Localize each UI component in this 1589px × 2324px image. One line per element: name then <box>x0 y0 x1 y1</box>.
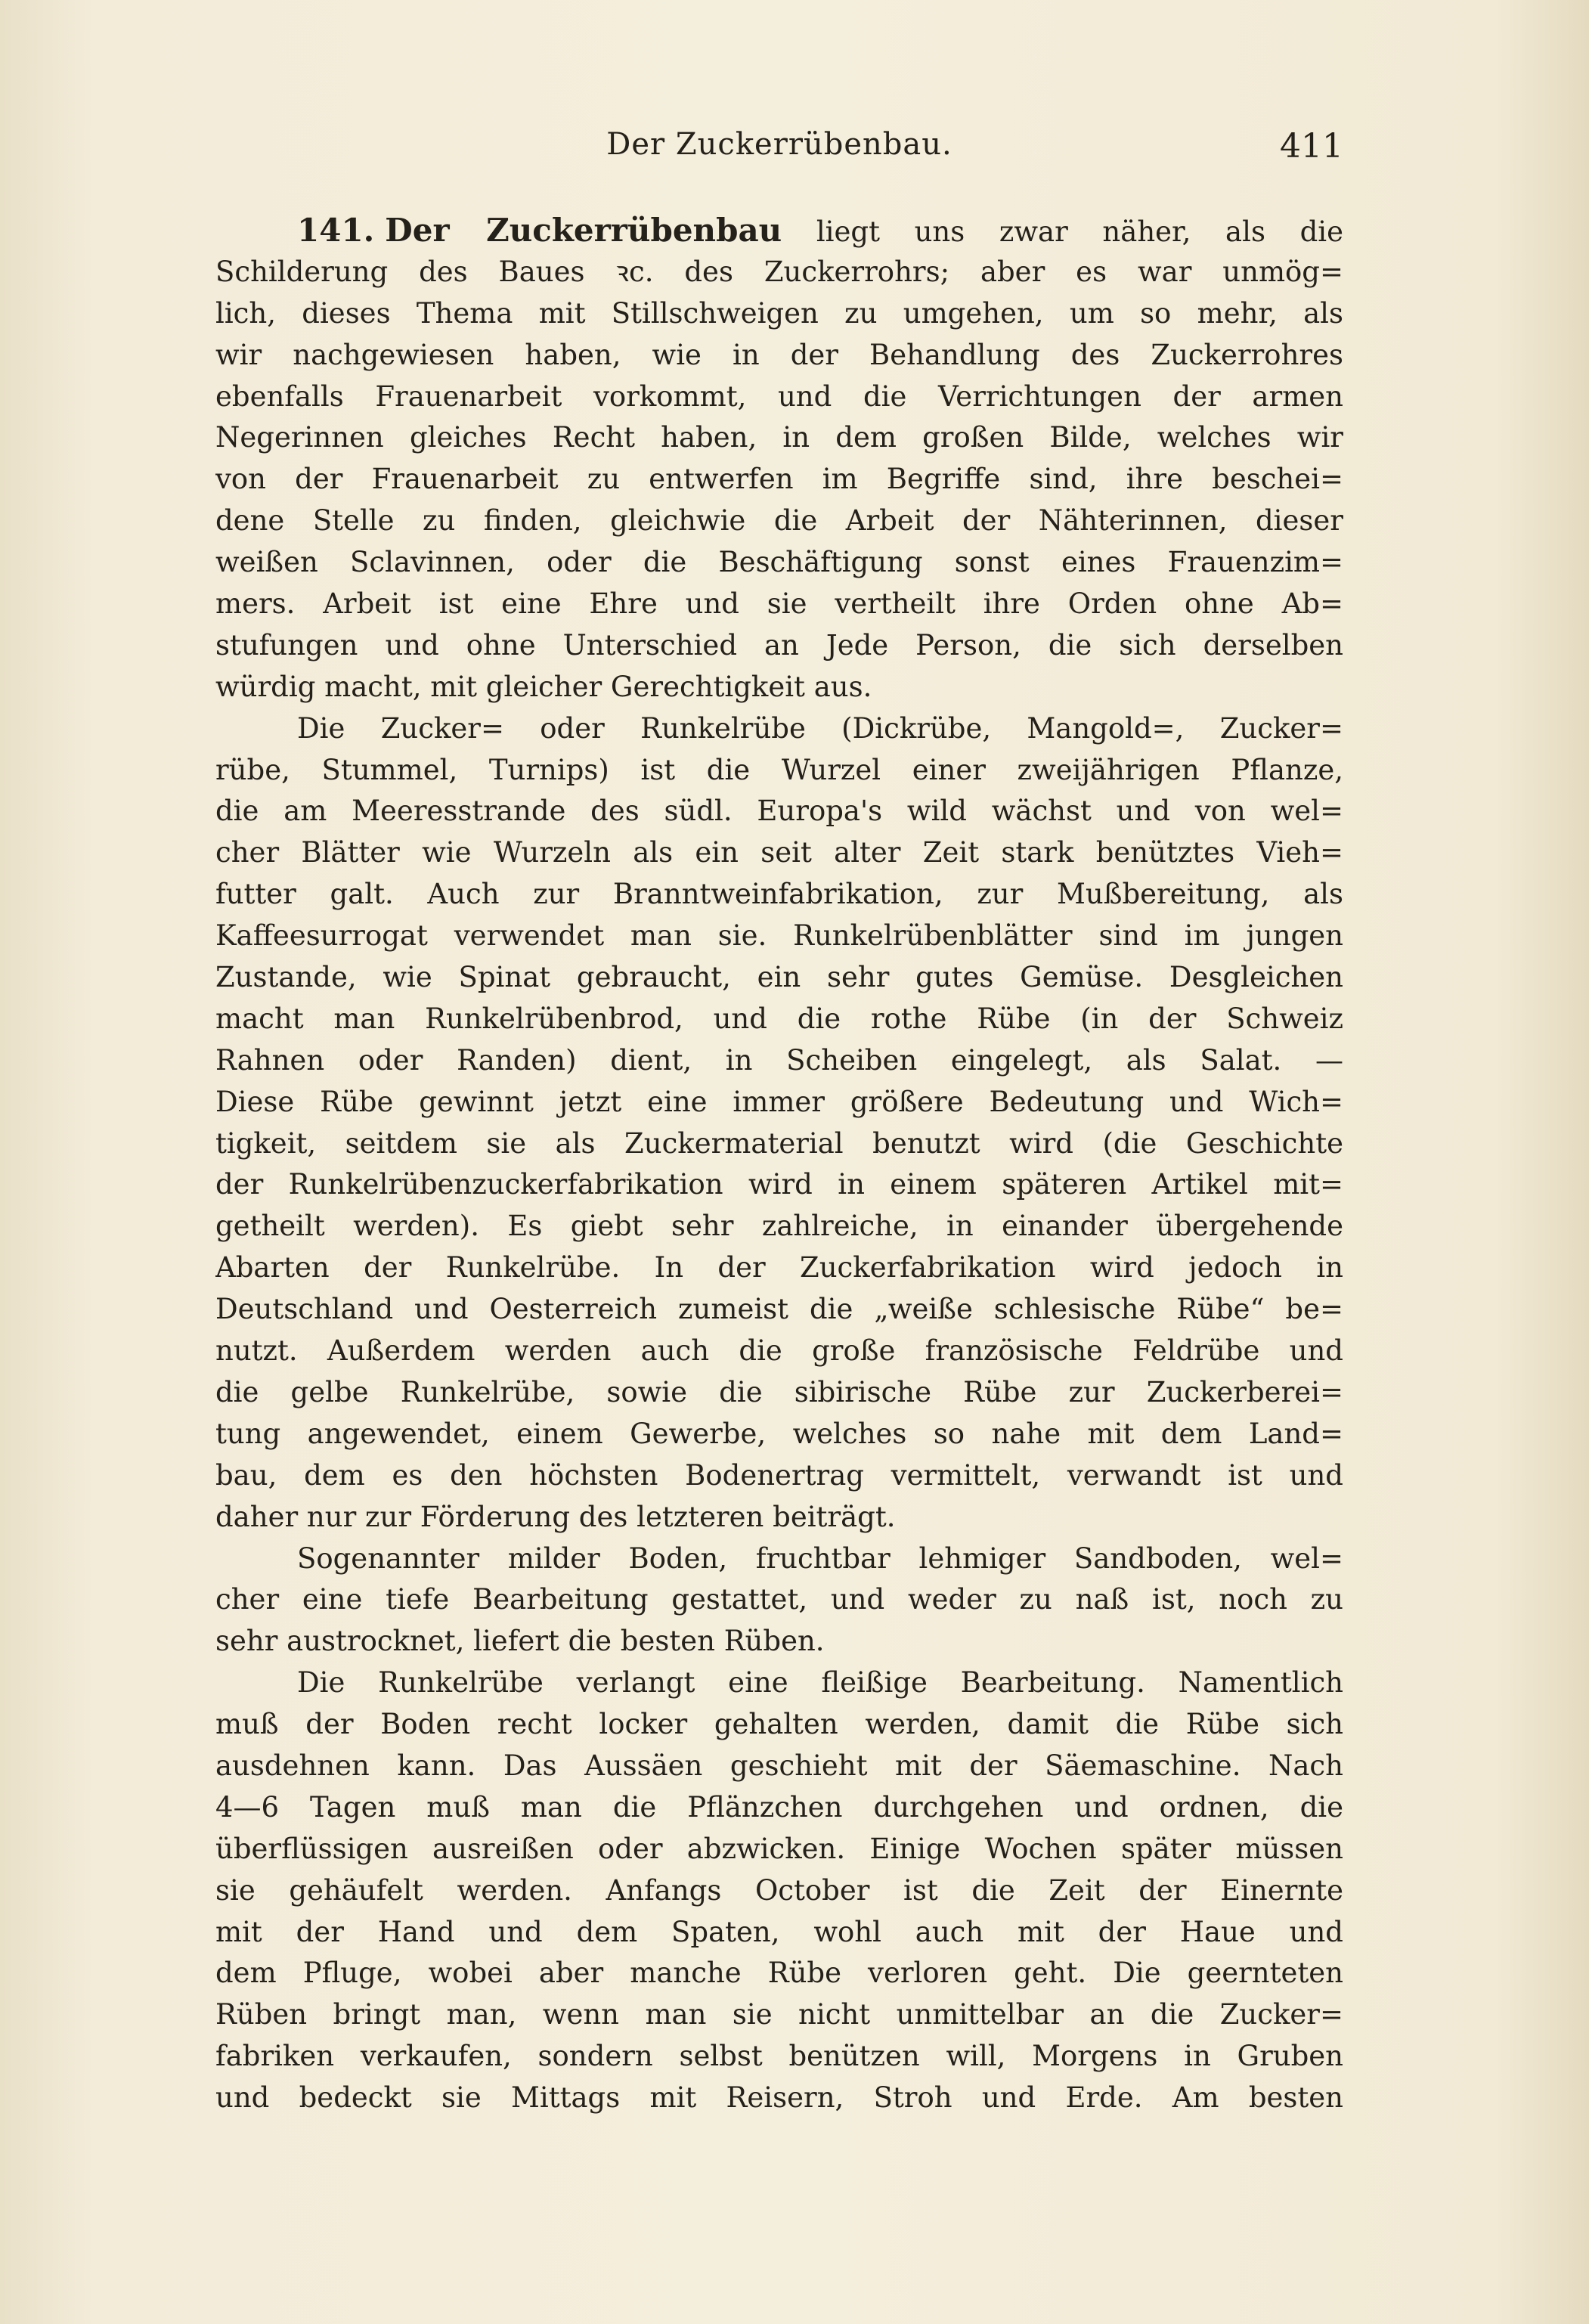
text-line: die gelbe Runkelrübe, sowie die sibirische Rübe zur Zuckerberei= <box>215 1375 1343 1408</box>
text-line: mers. Arbeit ist eine Ehre und sie vertheilt ihre Orden ohne Ab= <box>215 587 1343 621</box>
text-line: Sogenannter milder Boden, fruchtbar lehmiger Sandboden, wel= <box>297 1542 1343 1575</box>
page-header <box>215 127 1343 172</box>
text-line-content: liegt uns zwar näher, als die <box>816 215 1343 248</box>
text-line: daher nur zur Förderung des letzteren beiträgt. <box>215 1500 896 1533</box>
text-line: ausdehnen kann. Das Aussäen geschieht mit der Säemaschine. Nach <box>215 1749 1343 1782</box>
text-line: 4—6 Tagen muß man die Pflänzchen durchgehen und ordnen, die <box>215 1790 1343 1824</box>
section-number: 141. <box>297 212 375 249</box>
text-line: tung angewendet, einem Gewerbe, welches so nahe mit dem Land= <box>215 1417 1343 1450</box>
body-text <box>215 210 1343 2119</box>
text-line: Zustande, wie Spinat gebraucht, ein sehr gutes Gemüse. Desgleichen <box>215 961 1343 994</box>
text-line: rübe, Stummel, Turnips) ist die Wurzel einer zweijährigen Pflanze, <box>215 753 1343 786</box>
running-head: Der Zuckerrübenbau. <box>606 127 952 162</box>
text-line: die am Meeresstrande des südl. Europa's wild wächst und von wel= <box>215 795 1343 828</box>
text-line: futter galt. Auch zur Branntweinfabrikation, zur Mußbereitung, als <box>215 878 1343 911</box>
text-line: getheilt werden). Es giebt sehr zahlreiche, in einander übergehende <box>215 1210 1343 1243</box>
text-line: tigkeit, seitdem sie als Zuckermaterial benutzt wird (die Geschichte <box>215 1126 1343 1160</box>
text-line <box>215 210 1343 252</box>
text-line: sehr austrocknet, liefert die besten Rüben. <box>215 1625 825 1658</box>
text-line: ebenfalls Frauenarbeit vorkommt, und die Verrichtungen der armen <box>215 380 1343 413</box>
text-line: und bedeckt sie Mittags mit Reisern, Stroh und Erde. Am besten <box>215 2081 1343 2115</box>
text-line: Schilderung des Baues ꝛc. des Zuckerrohrs; aber es war unmög= <box>215 255 1343 288</box>
text-line: bau, dem es den höchsten Bodenertrag vermittelt, verwandt ist und <box>215 1458 1343 1492</box>
text-line: weißen Sclavinnen, oder die Beschäftigung sonst eines Frauenzim= <box>215 546 1343 579</box>
text-line: Diese Rübe gewinnt jetzt eine immer größere Bedeutung und Wich= <box>215 1085 1343 1118</box>
text-line: überflüssigen ausreißen oder abzwicken. Einige Wochen später müssen <box>215 1832 1343 1865</box>
text-line: cher Blätter wie Wurzeln als ein seit alter Zeit stark benütztes Vieh= <box>215 836 1343 869</box>
section-title: Der Zuckerrübenbau <box>385 212 782 249</box>
text-line: dene Stelle zu finden, gleichwie die Arbeit der Nähterinnen, dieser <box>215 504 1343 538</box>
text-line: cher eine tiefe Bearbeitung gestattet, und weder zu naß ist, noch zu <box>215 1583 1343 1616</box>
text-line: von der Frauenarbeit zu entwerfen im Begriffe sind, ihre beschei= <box>215 463 1343 496</box>
text-line: mit der Hand und dem Spaten, wohl auch mit der Haue und <box>215 1915 1343 1948</box>
page-number: 411 <box>1280 127 1343 166</box>
text-line: Rahnen oder Randen) dient, in Scheiben eingelegt, als Salat. — <box>215 1043 1343 1077</box>
text-line: nutzt. Außerdem werden auch die große französische Feldrübe und <box>215 1334 1343 1368</box>
text-line: Die Runkelrübe verlangt eine fleißige Bearbeitung. Namentlich <box>297 1666 1343 1700</box>
text-line: wir nachgewiesen haben, wie in der Behandlung des Zuckerrohres <box>215 338 1343 371</box>
text-line: sie gehäufelt werden. Anfangs October ist die Zeit der Einernte <box>215 1873 1343 1907</box>
text-line: Negerinnen gleiches Recht haben, in dem großen Bilde, welches wir <box>215 421 1343 454</box>
text-line: macht man Runkelrübenbrod, und die rothe Rübe (in der Schweiz <box>215 1002 1343 1035</box>
text-line: Die Zucker= oder Runkelrübe (Dickrübe, Mangold=, Zucker= <box>297 711 1343 745</box>
text-line: lich, dieses Thema mit Stillschweigen zu umgehen, um so mehr, als <box>215 296 1343 330</box>
text-line: muß der Boden recht locker gehalten werden, damit die Rübe sich <box>215 1708 1343 1741</box>
text-line: fabriken verkaufen, sondern selbst benützen will, Morgens in Gruben <box>215 2040 1343 2073</box>
text-line: Deutschland und Oesterreich zumeist die „weiße schlesische Rübe“ be= <box>215 1293 1343 1326</box>
text-line: dem Pfluge, wobei aber manche Rübe verloren geht. Die geernteten <box>215 1957 1343 1990</box>
text-line: Rüben bringt man, wenn man sie nicht unmittelbar an die Zucker= <box>215 1998 1343 2031</box>
text-line: stufungen und ohne Unterschied an Jede Person, die sich derselben <box>215 628 1343 662</box>
text-line: Abarten der Runkelrübe. In der Zuckerfabrikation wird jedoch in <box>215 1251 1343 1284</box>
text-line: der Runkelrübenzuckerfabrikation wird in einem späteren Artikel mit= <box>215 1168 1343 1201</box>
text-line: Kaffeesurrogat verwendet man sie. Runkelrübenblätter sind im jungen <box>215 919 1343 953</box>
text-line: würdig macht, mit gleicher Gerechtigkeit aus. <box>215 670 872 703</box>
